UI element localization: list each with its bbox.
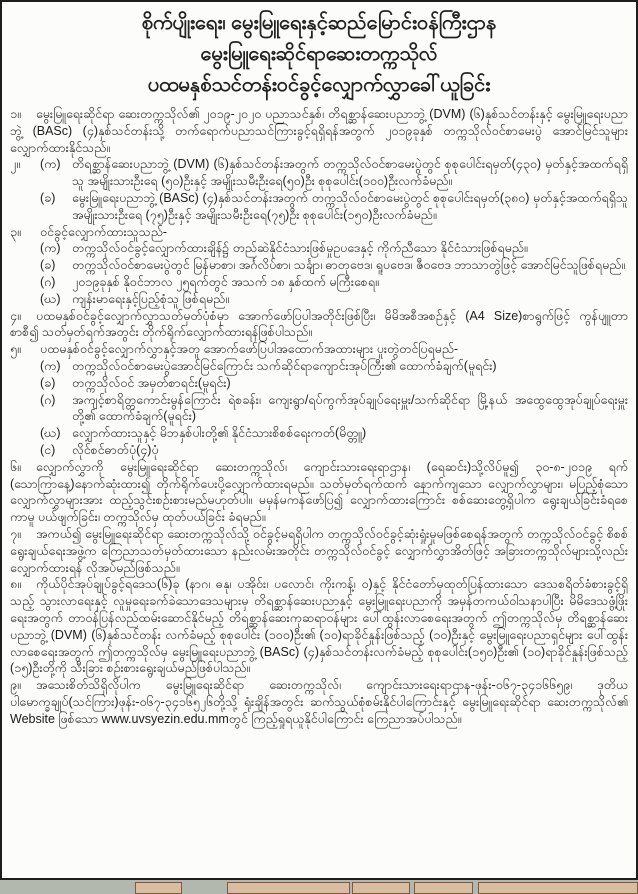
cutoff-button[interactable] xyxy=(352,882,410,894)
item-label: (ဂ) xyxy=(40,274,56,289)
paragraph-3-intro xyxy=(10,224,628,241)
item-label: (က) xyxy=(40,157,61,172)
item-text: လိုင်စင်ဓာတ်ပုံ(၄)ပုံ xyxy=(72,442,159,457)
item-label: (ခ) xyxy=(40,190,56,205)
paragraph-5-intro xyxy=(10,341,628,358)
paragraph-2-number: ၂။ xyxy=(10,157,20,172)
item-label: (က) xyxy=(40,241,61,256)
item-text: လျှောက်ထားသူနှင့် မိဘနှစ်ပါးတို့၏ နိုင်ငံသားစိစစ်ရေးကတ်(မိတ္တူ) xyxy=(72,426,367,441)
paragraph-3-item-d xyxy=(10,291,628,308)
paragraph-2-item-b xyxy=(10,190,628,224)
paragraph-4-text: ပထမနှစ်ဝင်ခွင့်လျှောက်လွှာသတ်မှတ်ပုံစံမှာ အောက်ဖော်ပြပါအတိုင်းဖြစ်ပြီး၊ မိမိအစီအစဉ်နှင့် (A4 Size)စာရွက်ဖြင့် ကွန်ပျူတာစာစီ၍ သတ်မှတ်ရက်အတွင်း တိုက်ရိုက်လျှောက်ထားရန်ဖြစ်ပါသည်။ xyxy=(10,308,628,340)
item-text: တက္ကသိုလ်ဝင်ခွင့်လျှောက်ထားချိန်၌ တည်ဆဲနိုင်ငံသားဖြစ်မှုဥပဒေနှင့် ကိုက်ညီသော နိုင်ငံသားဖြစ်ရမည်။ xyxy=(72,241,528,256)
paragraph-9-text: အသေးစိတ်သိရှိလိုပါက မွေးမြူရေးဆိုင်ရာ ဆေးတက္ကသိုလ်၊ ကျောင်းသားရေးရာဌာန-ဖုန်း-၀၆၇-၃၄၁၆၆၅၉၊ ဒုတိယပါမောက္ခချုပ်(သင်ကြား)ဖုန်း-၀၆၇-၃၄၁၆၅၂၆တို့သို့ ရုံးချိန်အတွင်း ဆက်သွယ်စုံစမ်းနိုင်ပါကြောင်းနှင့် မွေးမြူရေးဆိုင်ရာ ဆေးတက္ကသိုလ်၏ Website ဖြစ်သော www.uvsyezin.edu.mmတွင် ကြည့်ရှုရယူနိုင်ပါကြောင်း ကြေညာအပ်ပါသည်။ xyxy=(10,678,628,726)
intro-text: ပထမနှစ်ဝင်ခွင့်လျှောက်လွှာနှင့်အတူ အောက်ဖော်ပြပါအထောက်အထားများ ပူးတွဲတင်ပြရမည်- xyxy=(40,342,459,357)
paragraph-3 xyxy=(10,224,628,308)
paragraph-1-text: မွေးမြူရေးဆိုင်ရာ ဆေးတက္ကသိုလ်၏ ၂၀၁၉-၂၀၂၀ ပညာသင်နှစ်၊ တိရစ္ဆာန်ဆေးပညာဘွဲ့ (DVM) (၆)နှစ်သင်တန်းနှင့် မွေးမြူရေးပညာဘွဲ့ (BASc) (၄)နှစ်သင်တန်းသို့ တက်ရောက်ပညာသင်ကြားခွင့်ရရှိရန်အတွက် ၂၀၁၉ခုနှစ် တက္ကသိုလ်ဝင်စာမေးပွဲ အောင်မြင်သူများ လျှောက်ထားနိုင်သည်။ xyxy=(10,107,628,155)
paragraph-5-number: ၅။ xyxy=(10,342,21,357)
item-text: တက္ကသိုလ်ဝင် အမှတ်စာရင်း(မူရင်း) xyxy=(72,375,231,390)
paragraph-3-item-b xyxy=(10,257,628,274)
item-label: (ဃ) xyxy=(40,291,61,306)
item-text: မွေးမြူရေးပညာဘွဲ့ (BASc) (၄)နှစ်သင်တန်းအတွက် တက္ကသိုလ်ဝင်စာမေးပွဲတွင် စုစုပေါင်းရမှတ်(၃၈၀) မှတ်နှင့်အထက်ရရှိသူ အမျိုးသားဦးရေ (၇၅)ဦးနှင့် အမျိုးသမီးဦးရေ(၇၅)ဦး စုစုပေါင်း(၁၅၀)ဦးလက်ခံမည်။ xyxy=(72,190,628,222)
paragraph-7-number: ၇။ xyxy=(10,526,21,541)
paragraph-3-item-c xyxy=(10,274,628,291)
paragraph-6-number: ၆။ xyxy=(10,459,21,474)
paragraph-8-text: ကိုယ်ပိုင်အုပ်ချုပ်ခွင့်ရဒေသ(၆)ခု (နာဂ၊ ဓနု၊ ပအိုဝ်း၊ ပလောင်၊ ကိုးကန့်၊ ဝ)နှင့် နိုင်ငံတော်မှထုတ်ပြန်ထားသော ဒေသစရိတ်ခံစားခွင့်ရှိသည့် သွားလာရေးနှင့် လူမှုရေးခက်ခဲသောဒေသများမှ တိရစ္ဆာန်ဆေးပညာနှင့် မွေးမြူရေးပညာကို အမှန်တကယ်ဝါသနာပါပြီး မိမိဒေသဖွံ့ဖြိုးရေးအတွက် တာဝန်ပြန်လည်ထမ်းဆောင်နိုင်မည့် တိရစ္ဆာန်ဆေးကုဆရာဝန်များ ပေါ်ထွန်းလာစေရေးအတွက် ဤတက္ကသိုလ်မှ တိရစ္ဆာန်ဆေးပညာဘွဲ့ (DVM) (၆)နှစ်သင်တန်း လက်ခံမည့် စုစုပေါင်း (၁၀၀)ဦး၏ (၁၀)ရာခိုင်နှုန်းဖြစ်သည့် (၁၀)ဦးနှင့် မွေးမြူရေးပညာရှင်များ ပေါ်ထွန်းလာစေရေးအတွက် ဤတက္ကသိုလ်မှ မွေးမြူရေးပညာဘွဲ့ (BASc) (၄)နှစ်သင်တန်းလက်ခံမည့် စုစုပေါင်း(၁၅၀)ဦး၏ (၁၀)ရာခိုင်နှုန်းဖြစ်သည့် (၁၅)ဦးတို့ကို သီးခြား စဉ်းစားရွေးချယ်မည်ဖြစ်ပါသည်။ xyxy=(10,577,628,676)
paragraph-5-item-a xyxy=(10,358,628,375)
paragraph-9 xyxy=(10,677,628,727)
cutoff-button[interactable] xyxy=(227,882,350,894)
paragraph-8-number: ၈။ xyxy=(10,577,21,592)
underlying-page-strip xyxy=(0,880,638,891)
cutoff-button[interactable] xyxy=(135,882,182,894)
paragraph-6 xyxy=(10,459,628,526)
item-label: (ဃ) xyxy=(40,426,61,441)
item-text: အကျင့်စာရိတ္တကောင်းမွန်ကြောင်း ရဲစခန်း၊ ကျေးရွာ/ရပ်ကွက်အုပ်ချုပ်ရေးမှူး/သက်ဆိုင်ရာ မြို့နယ် အထွေထွေအုပ်ချုပ်ရေးမှူးတို့၏ ထောက်ခံချက်(မူရင်း) xyxy=(72,392,628,424)
paragraph-5-item-c xyxy=(10,392,628,426)
paragraph-6-text: လျှောက်လွှာကို မွေးမြူရေးဆိုင်ရာ ဆေးတက္ကသိုလ်၊ ကျောင်းသားရေးရာဌာန၊ (ရေဆင်း)သို့လိပ်မူ၍ ၃၀-၈-၂၀၁၉ ရက် (သောကြာနေ့)နောက်ဆုံးထား၍ တိုက်ရိုက်ပေးပို့လျှောက်ထားရမည်။ သတ်မှတ်ရက်ထက် နောက်ကျသော လျှောက်လွှာများ၊ မပြည့်စုံသော လျှောက်လွှာများအား ထည့်သွင်းစဉ်းစားမည်မဟုတ်ပါ။ မမှန်မကန်ဖော်ပြ၍ လျှောက်ထားကြောင်း စစ်ဆေးတွေ့ရှိပါက ရွေးချယ်ခြင်းခံရစေကာမူ ပယ်ဖျက်ခြင်း၊ တက္ကသိုလ်မှ ထုတ်ပယ်ခြင်း ခံရမည်။ xyxy=(10,459,628,525)
paragraph-5-item-d xyxy=(10,425,628,442)
cutoff-button[interactable] xyxy=(478,882,638,894)
item-text: တက္ကသိုလ်ဝင်စာမေးပွဲတွင် မြန်မာစာ၊ အင်္ဂလိပ်စာ၊ သင်္ချာ၊ ဓာတုဗေဒ၊ ရူပဗေဒ၊ ဇီဝဗေဒ ဘာသာတွဲဖြင့် အောင်မြင်သူဖြစ်ရမည်။ xyxy=(72,258,626,273)
paragraph-3-number: ၃။ xyxy=(10,224,21,239)
intro-text: ဝင်ခွင့်လျှောက်ထားသူသည်- xyxy=(40,224,168,239)
paragraph-7-text: အကယ်၍ မွေးမြူရေးဆိုင်ရာ ဆေးတက္ကသိုလ်သို့ ဝင်ခွင့်မရရှိပါက တက္ကသိုလ်ဝင်ခွင့်ဆုံးရှုံးမှုမဖြစ်စေရန်အတွက် တက္ကသိုလ်ဝင်ခွင့် စိစစ်ရွေးချယ်ရေးအဖွဲ့က ကြေညာသတ်မှတ်ထားသော နည်းလမ်းအတိုင်း တက္ကသိုလ်ဝင်ခွင့် လျှောက်လွှာအိတ်ဖြင့် အခြားတက္ကသိုလ်များသို့လည်း လျှောက်ထားရန် လိုအပ်မည်ဖြစ်သည်။ xyxy=(10,526,628,575)
paragraph-1 xyxy=(10,106,628,156)
paragraph-8 xyxy=(10,576,628,677)
item-text: ၂၀၁၉ခုနှစ် နိုဝင်ဘာလ ၂၅ရက်တွင် အသက် ၁၈ နှစ်ထက် မကြီးစေရ။ xyxy=(72,274,379,289)
paragraph-2-item-a xyxy=(10,156,628,190)
paragraph-4-number: ၄။ xyxy=(10,308,21,323)
paragraph-4 xyxy=(10,308,628,342)
item-label: (က) xyxy=(40,358,61,373)
paragraph-5 xyxy=(10,341,628,459)
university-title: မွေးမြူရေးဆိုင်ရာဆေးတက္ကသိုလ် xyxy=(200,43,438,65)
document-title-block xyxy=(10,8,628,101)
paragraph-1-number: ၁။ xyxy=(10,107,21,121)
item-text: တိရစ္ဆာန်ဆေးပညာဘွဲ့ (DVM) (၆)နှစ်သင်တန်းအတွက် တက္ကသိုလ်ဝင်စာမေးပွဲတွင် စုစုပေါင်းရမှတ်(၄၃၀) မှတ်နှင့်အထက်ရရှိသူ အမျိုးသားဦးရေ (၅၀)ဦးနှင့် အမျိုးသမီးဦးရေ(၅၀)ဦး စုစုပေါင်း(၁၀၀)ဦးလက်ခံမည်။ xyxy=(72,157,628,189)
item-label: (ဂ) xyxy=(40,392,56,407)
paragraph-9-number: ၉။ xyxy=(10,678,21,693)
paragraph-5-item-b xyxy=(10,375,628,392)
item-text: တက္ကသိုလ်ဝင်စာမေးပွဲအောင်မြင်ကြောင်း သက်ဆိုင်ရာကျောင်းအုပ်ကြီး၏ ထောက်ခံချက်(မူရင်း) xyxy=(72,358,497,373)
item-label: (ခ) xyxy=(40,258,56,273)
announcement-title: ပထမနှစ်သင်တန်းဝင်ခွင့်လျှောက်လွှာခေါ်ယူခြင်း xyxy=(147,74,491,96)
paragraph-7 xyxy=(10,526,628,576)
item-label: (င) xyxy=(40,442,56,457)
ministry-title: စိုက်ပျိုးရေး၊ မွေးမြူရေးနှင့်ဆည်မြောင်းဝန်ကြီးဌာန xyxy=(141,12,497,34)
item-label: (ခ) xyxy=(40,375,56,390)
document-body xyxy=(10,106,628,727)
item-text: ကျန်းမာရေးနှင့်ပြည့်စုံသူ ဖြစ်ရမည်။ xyxy=(72,291,230,306)
paragraph-2 xyxy=(10,156,628,223)
paragraph-5-item-e xyxy=(10,442,628,459)
cutoff-button[interactable] xyxy=(414,882,473,894)
paragraph-3-item-a xyxy=(10,240,628,257)
